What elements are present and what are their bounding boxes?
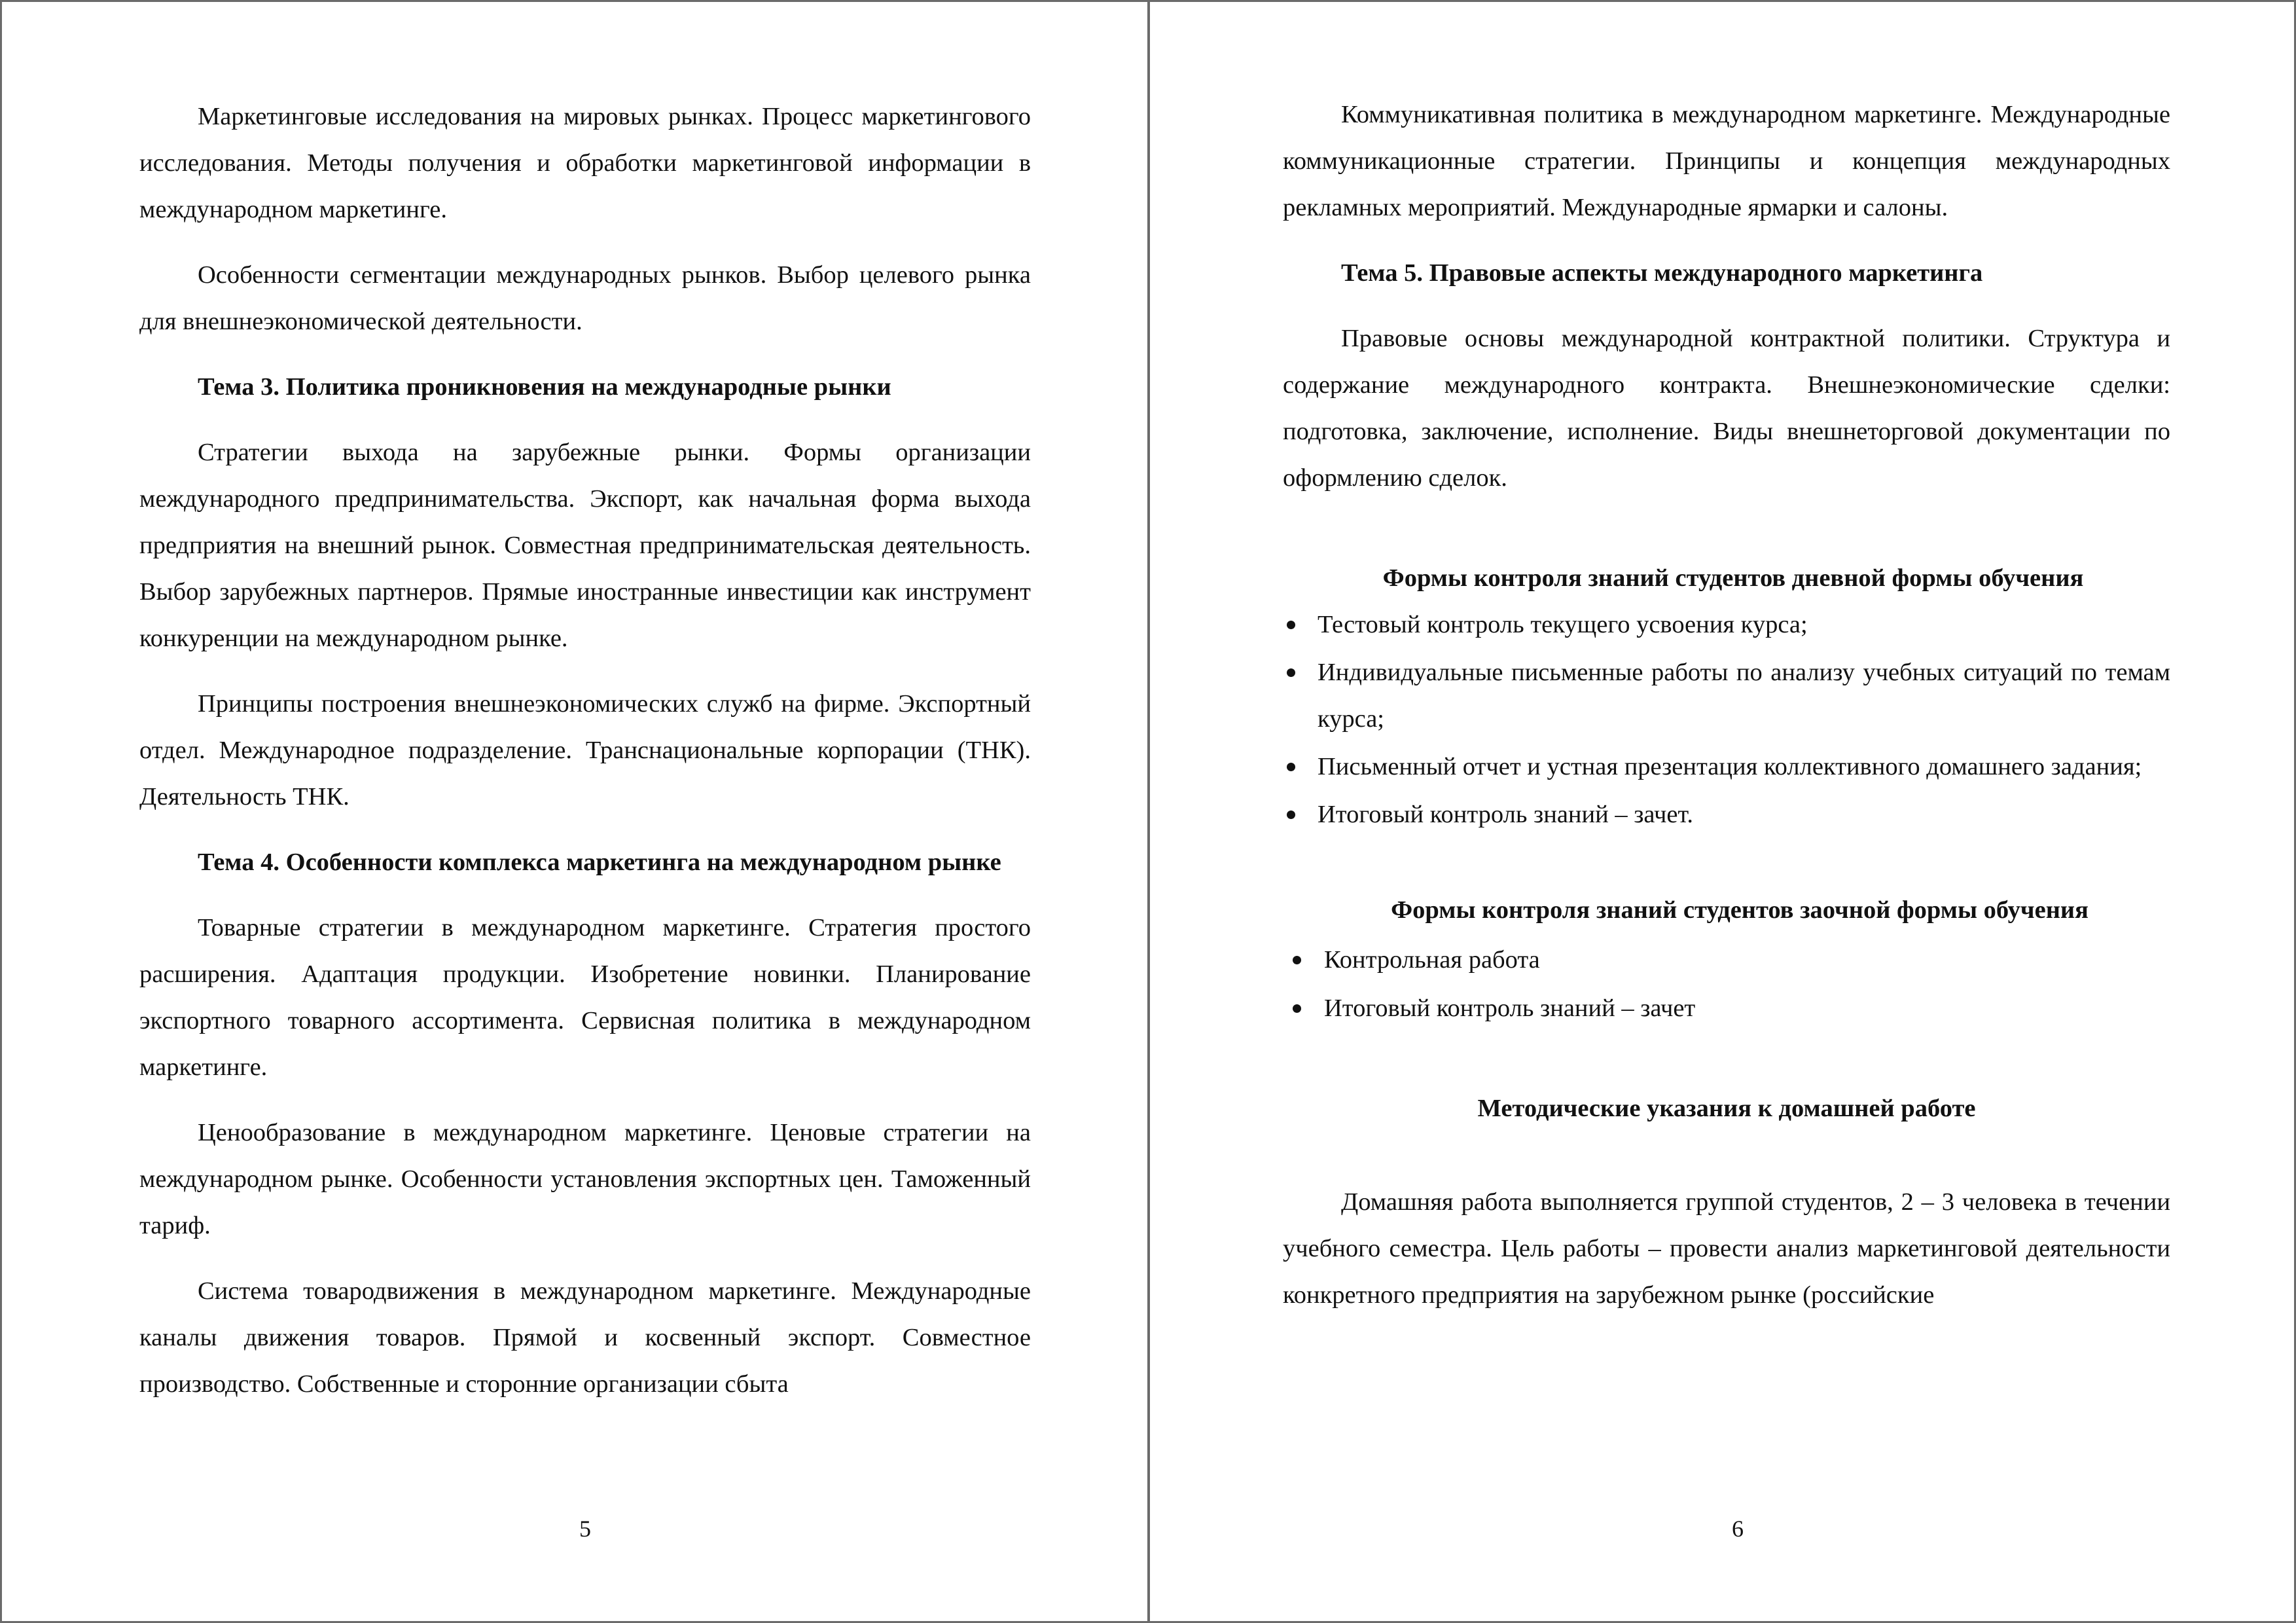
paragraph: Домашняя работа выполняется группой студентов, 2 – 3 человека в течении учебного семестра. Цель работы – провести анализ маркетинговой деятельности конкретного предприятия на зарубежном рынке (российские — [1283, 1188, 2170, 1309]
bullet-icon — [1293, 956, 1301, 964]
topic-4-title: Тема 4. Особенности комплекса маркетинга на международном рынке — [198, 848, 1001, 876]
list-item: Итоговый контроль знаний – зачет. — [1225, 792, 2170, 838]
list-item: Контрольная работа — [1225, 937, 2170, 983]
extramural-forms-heading: Формы контроля знаний студентов заочной формы обучения — [1391, 896, 2089, 924]
bullet-icon — [1287, 621, 1295, 629]
list-item: Письменный отчет и устная презентация коллективного домашнего задания; — [1225, 744, 2170, 790]
page-number: 6 — [1732, 1516, 1744, 1542]
bullet-icon — [1293, 1004, 1301, 1013]
homework-heading: Методические указания к домашней работе — [1477, 1095, 1976, 1122]
paragraph: Ценообразование в международном маркетинге. Ценовые стратегии на международном рынке. Особенности установления экспортных цен. Таможенный тариф. — [139, 1119, 1031, 1239]
paragraph: Принципы построения внешнеэкономических служб на фирме. Экспортный отдел. Международное подразделение. Транснациональные корпорации (ТНК). Деятельность ТНК. — [139, 690, 1031, 811]
list-item: Тестовый контроль текущего усвоения курса; — [1225, 602, 2170, 648]
paragraph: Маркетинговые исследования на мировых рынках. Процесс маркетингового исследования. Методы получения и обработки маркетинговой информации в международном маркетинге. — [139, 103, 1031, 223]
list-item: Индивидуальные письменные работы по анализу учебных ситуаций по темам курса; — [1225, 649, 2170, 742]
paragraph: Коммуникативная политика в международном маркетинге. Международные коммуникационные стратегии. Принципы и концепция международных рекламных мероприятий. Международные ярмарки и салоны. — [1283, 101, 2170, 221]
topic-5-title: Тема 5. Правовые аспекты международного маркетинга — [1341, 259, 1983, 287]
paragraph: Правовые основы международной контрактной политики. Структура и содержание международного контракта. Внешнеэкономические сделки: подготовка, заключение, исполнение. Виды внешнеторговой документации по оформлению сделок. — [1283, 325, 2170, 492]
paragraph: Товарные стратегии в международном маркетинге. Стратегия простого расширения. Адаптация продукции. Изобретение новинки. Планирование экспортного товарного ассортимента. Сервисная политика в международном маркетинге. — [139, 914, 1031, 1081]
page-5-content — [139, 94, 1031, 1427]
page-6-content — [1283, 92, 2170, 1338]
list-item: Итоговый контроль знаний – зачет — [1225, 985, 2170, 1032]
extramural-forms-list — [1225, 937, 2170, 1032]
bullet-icon — [1287, 811, 1295, 819]
paragraph: Система товародвижения в международном маркетинге. Международные каналы движения товаров. Прямой и косвенный экспорт. Совместное производство. Собственные и сторонние организации сбыта — [139, 1277, 1031, 1398]
page-number: 5 — [579, 1516, 591, 1542]
bullet-icon — [1287, 668, 1295, 677]
paragraph: Особенности сегментации международных рынков. Выбор целевого рынка для внешнеэкономической деятельности. — [139, 261, 1031, 335]
day-forms-heading: Формы контроля знаний студентов дневной формы обучения — [1382, 564, 2084, 592]
bullet-icon — [1287, 763, 1295, 771]
topic-3-title: Тема 3. Политика проникновения на международные рынки — [198, 373, 891, 401]
paragraph: Стратегии выхода на зарубежные рынки. Формы организации международного предпринимательства. Экспорт, как начальная форма выхода предприятия на внешний рынок. Совместная предпринимательская деятельность. Выбор зарубежных партнеров. Прямые иностранные инвестиции как инструмент конкуренции на международном рынке. — [139, 439, 1031, 652]
day-forms-list — [1225, 602, 2170, 838]
